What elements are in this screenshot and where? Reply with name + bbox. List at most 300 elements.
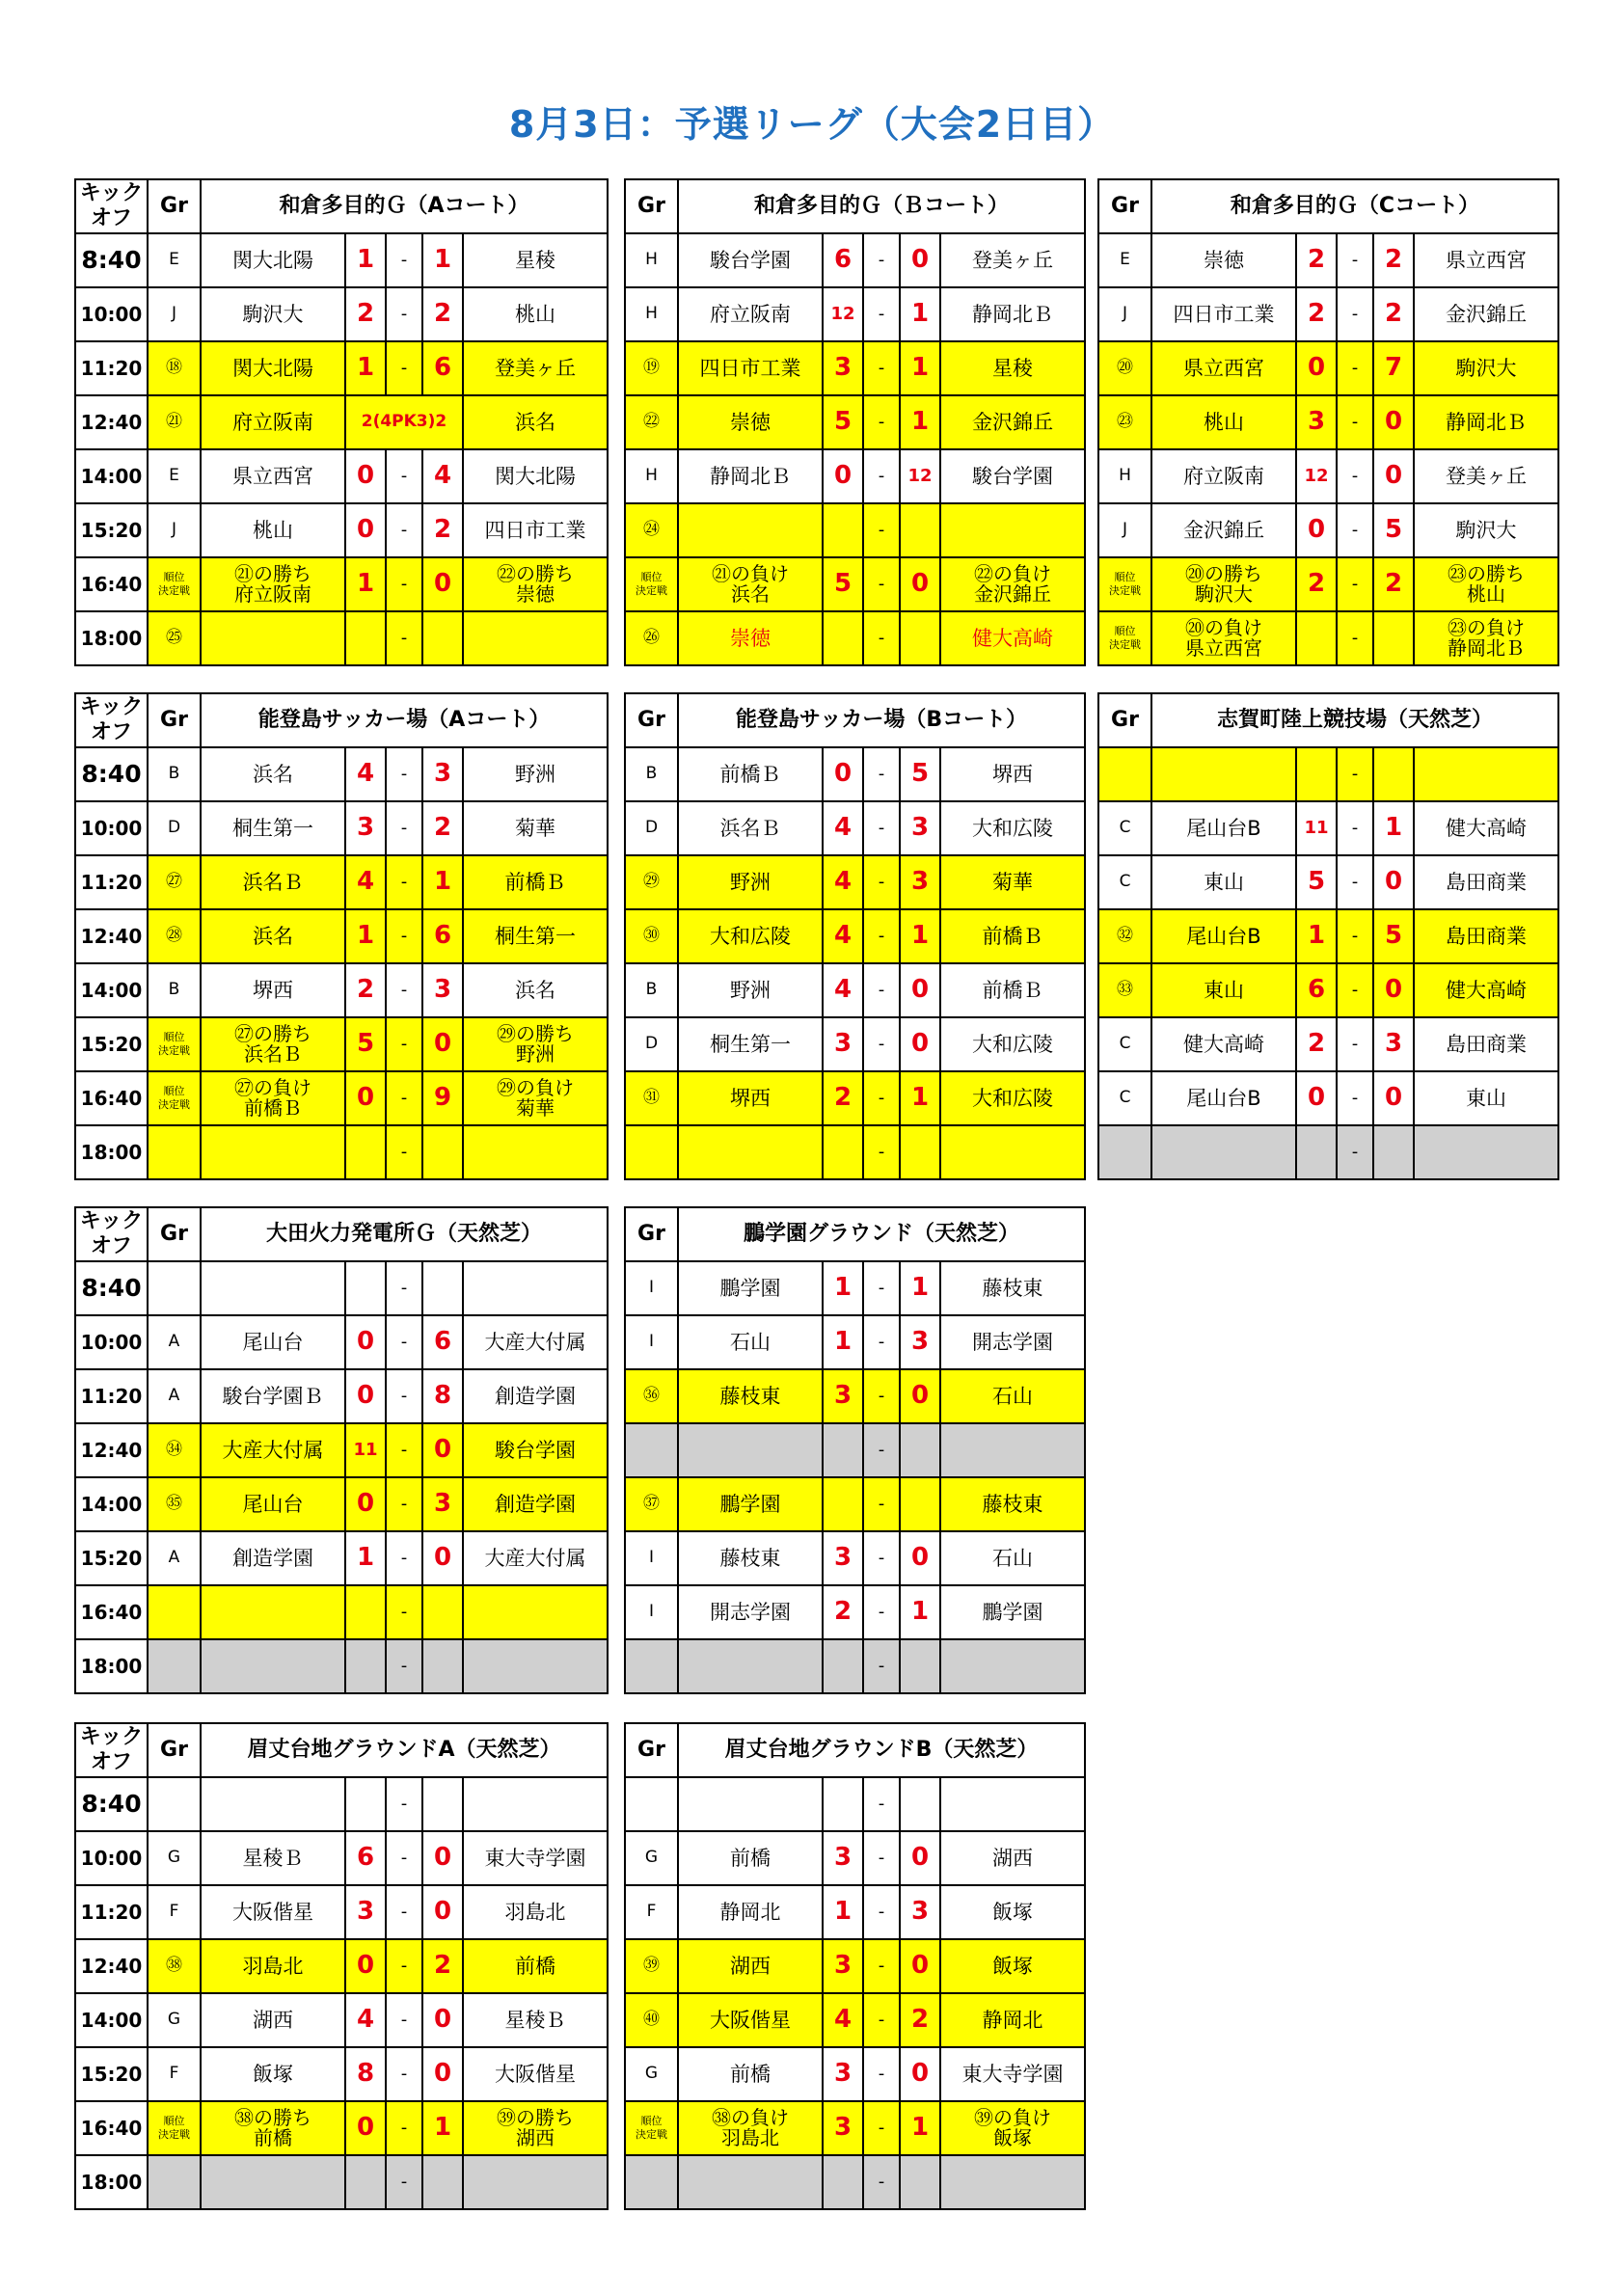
kickoff-time: 14:00 <box>75 449 148 503</box>
score-separator: - <box>1337 855 1373 909</box>
away-score: 0 <box>900 1939 940 1993</box>
away-team <box>1414 747 1558 801</box>
score-separator: - <box>863 1261 900 1315</box>
kickoff-time: 11:20 <box>75 1885 148 1939</box>
score-separator: - <box>863 1125 900 1179</box>
match-row <box>625 341 1085 395</box>
away-team: 桃山 <box>463 287 608 341</box>
group-cell: D <box>148 801 201 855</box>
away-team: 前橋Ｂ <box>463 855 608 909</box>
group-header: Gr <box>148 693 201 747</box>
group-cell: D <box>625 1017 678 1071</box>
group-cell: ㊴ <box>625 1939 678 1993</box>
away-score: 2 <box>422 287 463 341</box>
match-row <box>625 1261 1085 1315</box>
home-score <box>823 611 863 665</box>
group-cell: 順位 決定戦 <box>148 557 201 611</box>
match-row <box>625 1477 1085 1531</box>
score-separator: - <box>863 1831 900 1885</box>
home-team: 崇徳 <box>678 395 823 449</box>
group-cell: C <box>1098 1071 1151 1125</box>
group-cell: 順位 決定戦 <box>625 2101 678 2155</box>
home-score: 1 <box>345 341 386 395</box>
home-score: 11 <box>1296 801 1337 855</box>
away-team <box>463 1777 608 1831</box>
home-team <box>678 503 823 557</box>
venue-title: 志賀町陸上競技場（天然芝） <box>1151 693 1558 747</box>
group-cell <box>625 1639 678 1693</box>
group-cell <box>148 1585 201 1639</box>
kickoff-time: 15:20 <box>75 1531 148 1585</box>
away-score: 0 <box>900 233 940 287</box>
away-score <box>1373 611 1414 665</box>
away-team: 東山 <box>1414 1071 1558 1125</box>
home-score: 4 <box>345 855 386 909</box>
away-team <box>940 1125 1085 1179</box>
home-score: 3 <box>823 1531 863 1585</box>
away-team: 島田商業 <box>1414 909 1558 963</box>
venue-title: 眉丈台地グラウンドA（天然芝） <box>201 1723 608 1777</box>
home-score: 4 <box>823 801 863 855</box>
home-team: ㉗の負け 前橋Ｂ <box>201 1071 345 1125</box>
match-row <box>75 1939 608 1993</box>
home-score <box>1296 747 1337 801</box>
match-row <box>75 1777 608 1831</box>
away-team: 浜名 <box>463 395 608 449</box>
kickoff-time: 12:40 <box>75 1939 148 1993</box>
home-team <box>678 1777 823 1831</box>
away-score: 1 <box>422 2101 463 2155</box>
score-separator: - <box>386 557 422 611</box>
home-team: 尾山台 <box>201 1477 345 1531</box>
schedule-table-bijodai-a <box>74 1722 609 2210</box>
score-separator: - <box>863 233 900 287</box>
away-score: 2 <box>422 503 463 557</box>
group-cell: ㉓ <box>1098 395 1151 449</box>
home-score: 0 <box>345 1477 386 1531</box>
away-score: 0 <box>900 1531 940 1585</box>
match-row <box>1098 1017 1558 1071</box>
group-header: Gr <box>625 693 678 747</box>
score-separator: - <box>1337 287 1373 341</box>
home-score <box>823 1423 863 1477</box>
home-team <box>678 1423 823 1477</box>
group-cell: C <box>1098 801 1151 855</box>
match-row <box>625 1071 1085 1125</box>
match-row <box>625 1423 1085 1477</box>
home-team: 四日市工業 <box>678 341 823 395</box>
match-row <box>625 1125 1085 1179</box>
away-team: 静岡北Ｂ <box>1414 395 1558 449</box>
home-team: 尾山台B <box>1151 1071 1296 1125</box>
group-cell <box>625 1423 678 1477</box>
score-separator: - <box>386 909 422 963</box>
home-score: 3 <box>823 1831 863 1885</box>
score-separator: - <box>863 1993 900 2047</box>
home-score: 8 <box>345 2047 386 2101</box>
match-row <box>1098 1071 1558 1125</box>
score-separator: - <box>863 1477 900 1531</box>
home-team: 藤枝東 <box>678 1369 823 1423</box>
score-separator: - <box>386 1071 422 1125</box>
group-cell: ㉗ <box>148 855 201 909</box>
away-team: 県立西宮 <box>1414 233 1558 287</box>
away-score: 1 <box>1373 801 1414 855</box>
venue-title: 能登島サッカー場（Bコート） <box>678 693 1085 747</box>
group-cell: 順位 決定戦 <box>148 1017 201 1071</box>
home-score: 0 <box>345 1071 386 1125</box>
away-team <box>940 1639 1085 1693</box>
home-team: 桐生第一 <box>678 1017 823 1071</box>
match-row <box>75 611 608 665</box>
away-score: 0 <box>422 2047 463 2101</box>
kickoff-time: 10:00 <box>75 801 148 855</box>
home-team: 桃山 <box>1151 395 1296 449</box>
home-team: 健大高崎 <box>1151 1017 1296 1071</box>
match-row <box>75 1261 608 1315</box>
kickoff-time: 11:20 <box>75 855 148 909</box>
match-row <box>625 449 1085 503</box>
away-team: 桐生第一 <box>463 909 608 963</box>
group-cell: ㉖ <box>625 611 678 665</box>
away-team: 湖西 <box>940 1831 1085 1885</box>
kickoff-header: キック オフ <box>75 179 148 233</box>
home-team: 浜名 <box>201 747 345 801</box>
score-separator: - <box>386 1777 422 1831</box>
away-team <box>463 1585 608 1639</box>
home-team: 湖西 <box>201 1993 345 2047</box>
home-score: 2 <box>1296 557 1337 611</box>
group-cell: 順位 決定戦 <box>1098 557 1151 611</box>
kickoff-time: 10:00 <box>75 1315 148 1369</box>
home-score: 12 <box>823 287 863 341</box>
group-cell: A <box>148 1315 201 1369</box>
home-score: 5 <box>823 395 863 449</box>
home-score: 2 <box>345 287 386 341</box>
away-team: 東大寺学園 <box>940 2047 1085 2101</box>
match-row <box>75 1885 608 1939</box>
away-score: 2 <box>422 1939 463 1993</box>
home-team <box>678 1125 823 1179</box>
home-score: 2 <box>1296 1017 1337 1071</box>
home-team: ㊳の勝ち 前橋 <box>201 2101 345 2155</box>
home-team: 尾山台 <box>201 1315 345 1369</box>
kickoff-time: 11:20 <box>75 341 148 395</box>
home-team: 前橋 <box>678 1831 823 1885</box>
away-score: 0 <box>422 1017 463 1071</box>
away-score: 0 <box>1373 395 1414 449</box>
group-cell: E <box>1098 233 1151 287</box>
score-separator: - <box>386 2047 422 2101</box>
away-score: 0 <box>422 1831 463 1885</box>
home-team: 崇徳 <box>678 611 823 665</box>
home-team: ㉑の負け 浜名 <box>678 557 823 611</box>
group-header: Gr <box>148 1207 201 1261</box>
home-team <box>201 1125 345 1179</box>
group-cell: ㊱ <box>625 1369 678 1423</box>
match-row <box>75 1423 608 1477</box>
away-team: ㊴の負け 飯塚 <box>940 2101 1085 2155</box>
home-team: 大阪偕星 <box>678 1993 823 2047</box>
group-header: Gr <box>1098 179 1151 233</box>
schedule-table-noto-b <box>624 692 1086 1180</box>
group-cell: H <box>625 449 678 503</box>
away-score <box>422 1261 463 1315</box>
home-score: 0 <box>1296 503 1337 557</box>
group-cell: A <box>148 1531 201 1585</box>
home-team: 鵬学園 <box>678 1261 823 1315</box>
kickoff-time: 14:00 <box>75 1477 148 1531</box>
away-team <box>940 1423 1085 1477</box>
home-score <box>823 503 863 557</box>
score-separator: - <box>386 963 422 1017</box>
home-team: 開志学園 <box>678 1585 823 1639</box>
match-row <box>75 2101 608 2155</box>
match-row <box>1098 503 1558 557</box>
home-team <box>201 1639 345 1693</box>
away-team: 静岡北Ｂ <box>940 287 1085 341</box>
match-row <box>1098 449 1558 503</box>
away-team: 大産大付属 <box>463 1531 608 1585</box>
away-team: 浜名 <box>463 963 608 1017</box>
match-row <box>75 449 608 503</box>
kickoff-time: 16:40 <box>75 557 148 611</box>
away-score <box>900 1639 940 1693</box>
venue-title: 鵬学園グラウンド（天然芝） <box>678 1207 1085 1261</box>
group-cell: F <box>148 2047 201 2101</box>
match-row <box>625 233 1085 287</box>
score-separator: - <box>386 503 422 557</box>
score-separator: - <box>386 1585 422 1639</box>
group-cell <box>625 1777 678 1831</box>
home-score: 0 <box>345 2101 386 2155</box>
away-score <box>422 611 463 665</box>
home-team: 野洲 <box>678 963 823 1017</box>
match-row <box>75 1585 608 1639</box>
match-row <box>625 395 1085 449</box>
home-team: 県立西宮 <box>1151 341 1296 395</box>
group-cell: ㉚ <box>625 909 678 963</box>
home-score: 1 <box>345 233 386 287</box>
away-team: 東大寺学園 <box>463 1831 608 1885</box>
match-row <box>1098 1125 1558 1179</box>
away-score: 2 <box>900 1993 940 2047</box>
kickoff-time: 18:00 <box>75 611 148 665</box>
venue-title: 大田火力発電所Ｇ（天然芝） <box>201 1207 608 1261</box>
score-separator: - <box>386 611 422 665</box>
kickoff-time: 8:40 <box>75 1261 148 1315</box>
home-team: 羽島北 <box>201 1939 345 1993</box>
away-team: 大産大付属 <box>463 1315 608 1369</box>
match-row <box>625 1531 1085 1585</box>
score-separator: - <box>863 395 900 449</box>
home-team <box>1151 747 1296 801</box>
group-cell: ㉝ <box>1098 963 1151 1017</box>
away-team: 菊華 <box>463 801 608 855</box>
home-score <box>345 1125 386 1179</box>
group-cell: G <box>625 1831 678 1885</box>
away-score: 0 <box>900 1369 940 1423</box>
away-score: 5 <box>900 747 940 801</box>
home-team: ㉑の勝ち 府立阪南 <box>201 557 345 611</box>
page-title: 8月3日：予選リーグ（大会2日目） <box>508 103 1116 146</box>
group-cell <box>148 1261 201 1315</box>
away-team: 藤枝東 <box>940 1477 1085 1531</box>
match-row <box>625 801 1085 855</box>
schedule-table-wakura-b <box>624 178 1086 666</box>
kickoff-header: キック オフ <box>75 693 148 747</box>
schedule-table-ota <box>74 1206 609 1694</box>
home-score: 0 <box>1296 1071 1337 1125</box>
group-cell: C <box>1098 1017 1151 1071</box>
home-score: 5 <box>345 1017 386 1071</box>
score-separator: - <box>863 747 900 801</box>
home-score: 2 <box>823 1071 863 1125</box>
away-team: 創造学園 <box>463 1477 608 1531</box>
home-team: 県立西宮 <box>201 449 345 503</box>
home-team: 静岡北 <box>678 1885 823 1939</box>
score-separator: - <box>863 1939 900 1993</box>
group-cell: 順位 決定戦 <box>148 1071 201 1125</box>
away-team <box>463 1261 608 1315</box>
score-separator: - <box>386 1423 422 1477</box>
group-cell <box>625 1125 678 1179</box>
home-team <box>201 611 345 665</box>
score-separator: - <box>386 1885 422 1939</box>
group-cell: ㉙ <box>625 855 678 909</box>
group-cell: ㉛ <box>625 1071 678 1125</box>
home-team: 崇徳 <box>1151 233 1296 287</box>
away-score <box>900 611 940 665</box>
score-separator: - <box>386 1369 422 1423</box>
group-cell: B <box>148 747 201 801</box>
away-team: ㉒の勝ち 崇徳 <box>463 557 608 611</box>
group-cell: ㉜ <box>1098 909 1151 963</box>
score-separator: - <box>1337 801 1373 855</box>
away-score: 3 <box>422 747 463 801</box>
match-row <box>75 801 608 855</box>
away-score: 5 <box>1373 909 1414 963</box>
score-separator: - <box>386 1939 422 1993</box>
score-separator: - <box>863 557 900 611</box>
score-separator: - <box>386 2101 422 2155</box>
away-score: 1 <box>900 1585 940 1639</box>
away-score: 1 <box>422 855 463 909</box>
away-team: 金沢錦丘 <box>1414 287 1558 341</box>
away-score: 3 <box>900 801 940 855</box>
match-row <box>75 1831 608 1885</box>
away-team <box>940 1777 1085 1831</box>
score-separator: - <box>386 801 422 855</box>
away-score: 0 <box>900 1831 940 1885</box>
score-separator: - <box>1337 503 1373 557</box>
group-cell: F <box>148 1885 201 1939</box>
score-merged: 2(4PK3)2 <box>345 395 463 449</box>
home-score: 3 <box>823 341 863 395</box>
kickoff-time: 16:40 <box>75 1071 148 1125</box>
home-score <box>823 1125 863 1179</box>
away-score: 3 <box>1373 1017 1414 1071</box>
away-team: 星稜Ｂ <box>463 1993 608 2047</box>
home-team: ㊳の負け 羽島北 <box>678 2101 823 2155</box>
away-team <box>463 1639 608 1693</box>
away-score: 0 <box>1373 1071 1414 1125</box>
group-cell: J <box>148 287 201 341</box>
away-score: 9 <box>422 1071 463 1125</box>
match-row <box>75 747 608 801</box>
home-score: 0 <box>823 449 863 503</box>
group-header: Gr <box>625 1207 678 1261</box>
away-score: 4 <box>422 449 463 503</box>
match-row <box>75 1071 608 1125</box>
away-score: 1 <box>900 1261 940 1315</box>
home-score: 0 <box>345 503 386 557</box>
home-team: 府立阪南 <box>201 395 345 449</box>
score-separator: - <box>863 1017 900 1071</box>
home-score <box>345 611 386 665</box>
home-score: 12 <box>1296 449 1337 503</box>
away-team: 大和広陵 <box>940 1017 1085 1071</box>
kickoff-time: 18:00 <box>75 1639 148 1693</box>
away-team: ㉙の勝ち 野洲 <box>463 1017 608 1071</box>
away-score: 1 <box>900 909 940 963</box>
away-team: 四日市工業 <box>463 503 608 557</box>
away-score <box>900 1477 940 1531</box>
away-score <box>422 2155 463 2209</box>
match-row <box>75 1315 608 1369</box>
group-cell: H <box>1098 449 1151 503</box>
away-score: 2 <box>422 801 463 855</box>
match-row <box>625 1993 1085 2047</box>
score-separator: - <box>386 287 422 341</box>
match-row <box>1098 855 1558 909</box>
home-team <box>201 1777 345 1831</box>
match-row <box>75 1639 608 1693</box>
match-row <box>625 1315 1085 1369</box>
home-team: 野洲 <box>678 855 823 909</box>
home-team: 駒沢大 <box>201 287 345 341</box>
score-separator: - <box>386 1639 422 1693</box>
away-score: 0 <box>900 1017 940 1071</box>
match-row <box>75 2155 608 2209</box>
away-score <box>1373 747 1414 801</box>
away-team: 駿台学園 <box>940 449 1085 503</box>
away-team: 大和広陵 <box>940 1071 1085 1125</box>
match-row <box>1098 233 1558 287</box>
away-team <box>463 1125 608 1179</box>
away-score <box>422 1585 463 1639</box>
home-team <box>678 2155 823 2209</box>
home-score: 1 <box>345 557 386 611</box>
score-separator: - <box>386 341 422 395</box>
score-separator: - <box>1337 341 1373 395</box>
away-team: 創造学園 <box>463 1369 608 1423</box>
away-team: 健大高崎 <box>1414 963 1558 1017</box>
match-row <box>1098 611 1558 665</box>
score-separator: - <box>1337 233 1373 287</box>
away-score: 2 <box>1373 287 1414 341</box>
group-cell: F <box>625 1885 678 1939</box>
away-team: 開志学園 <box>940 1315 1085 1369</box>
home-team: 東山 <box>1151 855 1296 909</box>
score-separator: - <box>863 1315 900 1369</box>
score-separator: - <box>1337 611 1373 665</box>
away-team: 登美ヶ丘 <box>1414 449 1558 503</box>
away-team: 島田商業 <box>1414 1017 1558 1071</box>
score-separator: - <box>386 2155 422 2209</box>
home-score: 3 <box>823 1939 863 1993</box>
home-team <box>201 1261 345 1315</box>
